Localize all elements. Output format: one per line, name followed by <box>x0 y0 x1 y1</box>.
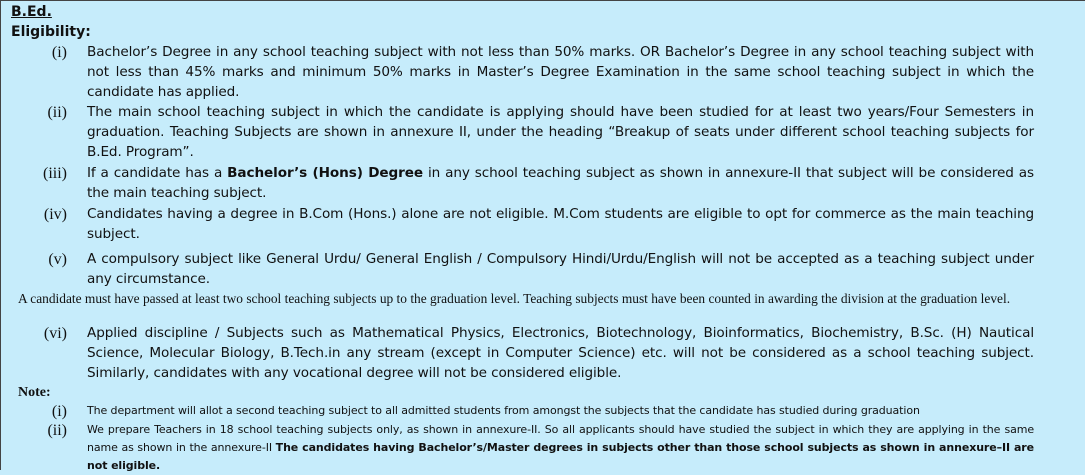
item-number: (iv) <box>43 206 67 223</box>
graduation-paragraph <box>18 291 1034 306</box>
note-text: The department will allot a second teaching subject to all admitted students from amongst the subjects that the candidate has studied during graduation <box>87 404 920 417</box>
item-number: (iii) <box>43 165 67 182</box>
eligibility-heading: Eligibility: <box>11 24 91 40</box>
note-text-bold: The candidates having Bachelor’s/Master degrees in subjects other than those school subjects as shown in annexure–II are not eligible. <box>87 441 1034 472</box>
page-title: B.Ed. <box>11 4 52 20</box>
note-text <box>87 421 1034 475</box>
item-text-part: If a candidate has a <box>87 165 228 181</box>
graduation-paragraph-text: A candidate must have passed at least two school teaching subjects up to the graduation level. Teaching subjects must have been counted in awarding the division at the graduation level. <box>18 291 1011 306</box>
eligibility-item-text: Bachelor’s Degree in any school teaching subject with not less than 50% marks. OR Bachelor’s Degree in any school teaching subject with not less than 45% marks and minimum 50% marks in Master’s Degree Examination in the same school teaching subject in which the candidate has applied. <box>87 44 1034 100</box>
eligibility-item-text: Applied discipline / Subjects such as Mathematical Physics, Electronics, Biotechnology, Bioinformatics, Biochemistry, B.Sc. (H) Nautical Science, Molecular Biology, B.Tech.in any stream (except in Computer Science) etc. will not be considered as a school teaching subject. Similarly, candidates with any vocational degree will not be considered eligible. <box>87 325 1034 381</box>
eligibility-item-text: The main school teaching subject in which the candidate is applying should have been studied for at least two years/Four Semesters in graduation. Teaching Subjects are shown in annexure II, under the heading “Breakup of seats under different school teaching subjects for B.Ed. Program”. <box>87 104 1034 160</box>
item-number: (v) <box>48 251 67 268</box>
eligibility-item-text: A compulsory subject like General Urdu/ General English / Compulsory Hindi/Urdu/English will not be accepted as a teaching subject under any circumstance. <box>87 251 1034 287</box>
item-number: (i) <box>51 44 67 61</box>
note-text-part: We prepare Teachers in 18 school teaching subjects only, as shown in annexure-II. So all applicants should have studied the subject in which they are applying in the same name as shown in the annexure-II <box>87 423 1034 454</box>
eligibility-item-text: Candidates having a degree in B.Com (Hons.) alone are not eligible. M.Com students are eligible to opt for commerce as the main teaching subject. <box>87 206 1034 242</box>
item-text-bold: Bachelor’s (Hons) Degree <box>227 165 424 181</box>
item-text-part: in any school teaching subject as shown in annexure-II that subject will be considered as the main teaching subject. <box>87 165 1035 201</box>
note-number: (i) <box>51 403 67 420</box>
note-heading: Note: <box>18 385 51 400</box>
item-number: (ii) <box>47 104 67 121</box>
item-number: (vi) <box>43 325 67 342</box>
note-number: (ii) <box>47 422 67 439</box>
eligibility-item-text <box>87 163 1034 203</box>
